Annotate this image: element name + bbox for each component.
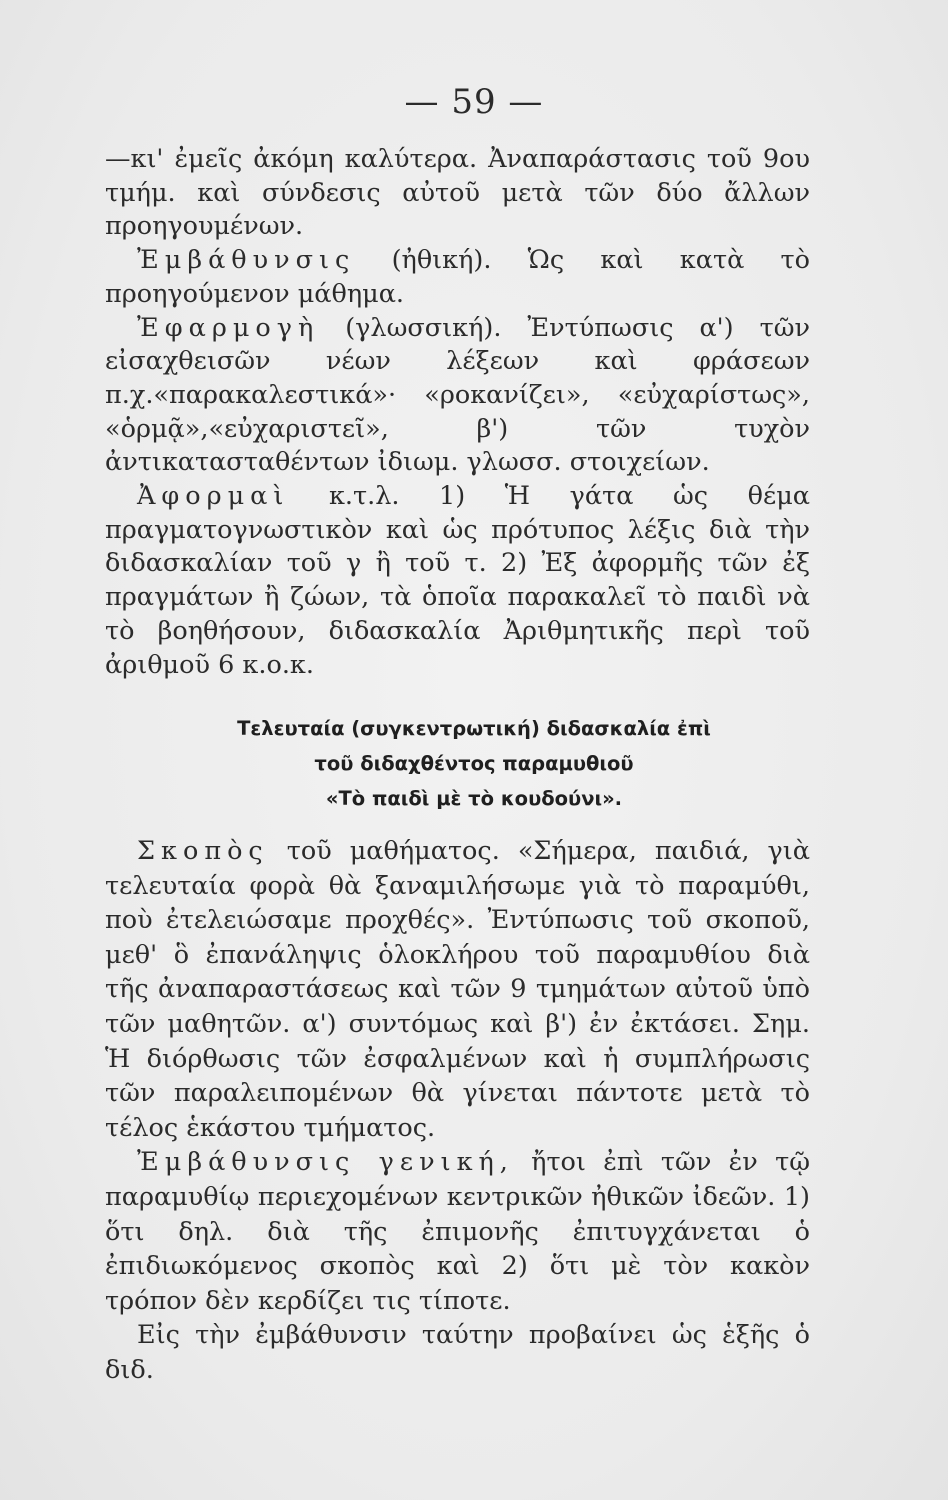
paragraph-skopos-text: τοῦ μαθήματος. «Σήμερα, παιδιά, γιὰ τελευταία φορὰ θὰ ξαναμιλήσωμε γιὰ τὸ παραμύθι, ποὺ ἐτελειώσαμε προχθές». Ἐντύπωσις τοῦ σκοποῦ, μεθ' ὃ ἐπανάληψις ὁλοκλήρου τοῦ παραμυθίου διὰ τῆς ἀναπαραστάσεως καὶ τῶν 9 τμημάτων αὐτοῦ ὑπὸ τῶν μαθητῶν. α') συντόμως καὶ β') ἐν ἐκτάσει. Σημ. Ἡ διόρθωσις τῶν ἐσφαλμένων καὶ ἡ συμπλήρωσις τῶν παραλειπομένων θὰ γίνεται πάντοτε μετὰ τὸ τέλος ἑκάστου τμήματος. bbox=[105, 836, 810, 1143]
term-skopos: Σκοπὸς bbox=[137, 836, 269, 866]
heading-line-1: Τελευταία (συγκεντρωτική) διδασκαλία ἐπὶ bbox=[237, 717, 711, 740]
paragraph-embathynsis-text: (ἠθική). Ὡς καὶ κατὰ τὸ προηγούμενον μάθημα. bbox=[105, 245, 810, 309]
section-heading bbox=[0, 711, 948, 816]
paragraph-embathynsis bbox=[105, 244, 810, 311]
bottom-text-block bbox=[105, 834, 810, 1388]
heading-line-2: τοῦ διδαχθέντος παραμυθιοῦ bbox=[314, 752, 634, 775]
paragraph-embathynsis-geniki bbox=[105, 1145, 810, 1318]
term-embathynsis: Ἐμβάθυνσις bbox=[137, 245, 356, 276]
page-number: — 59 — bbox=[404, 82, 544, 122]
term-efarmogi: Ἐφαρμογὴ bbox=[137, 312, 320, 343]
paragraph-aformai bbox=[105, 480, 810, 682]
paragraph-continuation: —κι' ἐμεῖς ἀκόμη καλύτερα. Ἀναπαράστασις τοῦ 9ου τμήμ. καὶ σύνδεσις αὐτοῦ μετὰ τῶν δύο ἄλλων προηγουμένων. bbox=[105, 144, 810, 242]
paragraph-efarmogi bbox=[105, 312, 810, 481]
heading-line-3: «Τὸ παιδὶ μὲ τὸ κουδούνι». bbox=[325, 787, 623, 810]
term-embathynsis-geniki: Ἐμβάθυνσις γενική, bbox=[137, 1147, 514, 1178]
top-text-block bbox=[105, 143, 810, 682]
paragraph-efarmogi-text: (γλωσσική). Ἐντύπωσις α') τῶν εἰσαχθεισῶν νέων λέξεων καὶ φράσεων π.χ.«παρακαλεστικά»· «ροκανίζει», «εὐχαρίστως», «ὁρμᾷ»,«εὐχαριστεῖ», β') τῶν τυχὸν ἀντικατασταθέντων ἰδιωμ. γλωσσ. στοιχείων. bbox=[105, 312, 810, 478]
paragraph-skopos bbox=[105, 834, 810, 1145]
paragraph-embathynsis-geniki-text: ἤτοι ἐπὶ τῶν ἐν τῷ παραμυθίῳ περιεχομένων κεντρικῶν ἠθικῶν ἰδεῶν. 1) ὅτι δηλ. διὰ τῆς ἐπιμονῆς ἐπιτυγχάνεται ὁ ἐπιδιωκόμενος σκοπὸς καὶ 2) ὅτι μὲ τὸν κακὸν τρόπον δὲν κερδίζει τις τίποτε. bbox=[105, 1147, 810, 1316]
term-aformai: Ἀφορμαὶ bbox=[137, 481, 290, 512]
paragraph-aformai-text: κ.τ.λ. 1) Ἡ γάτα ὡς θέμα πραγματογνωστικὸν καὶ ὡς πρότυπος λέξις διὰ τὴν διδασκαλίαν τοῦ γ ἢ τοῦ τ. 2) Ἐξ ἀφορμῆς τῶν ἐξ πραγμάτων ἢ ζώων, τὰ ὁποῖα παρακαλεῖ τὸ παιδὶ νὰ τὸ βοηθήσουν, διδασκαλία Ἀριθμητικῆς περὶ τοῦ ἀριθμοῦ 6 κ.ο.κ. bbox=[105, 481, 810, 680]
paragraph-final: Εἰς τὴν ἐμβάθυνσιν ταύτην προβαίνει ὡς ἑξῆς ὁ διδ. bbox=[105, 1320, 810, 1385]
